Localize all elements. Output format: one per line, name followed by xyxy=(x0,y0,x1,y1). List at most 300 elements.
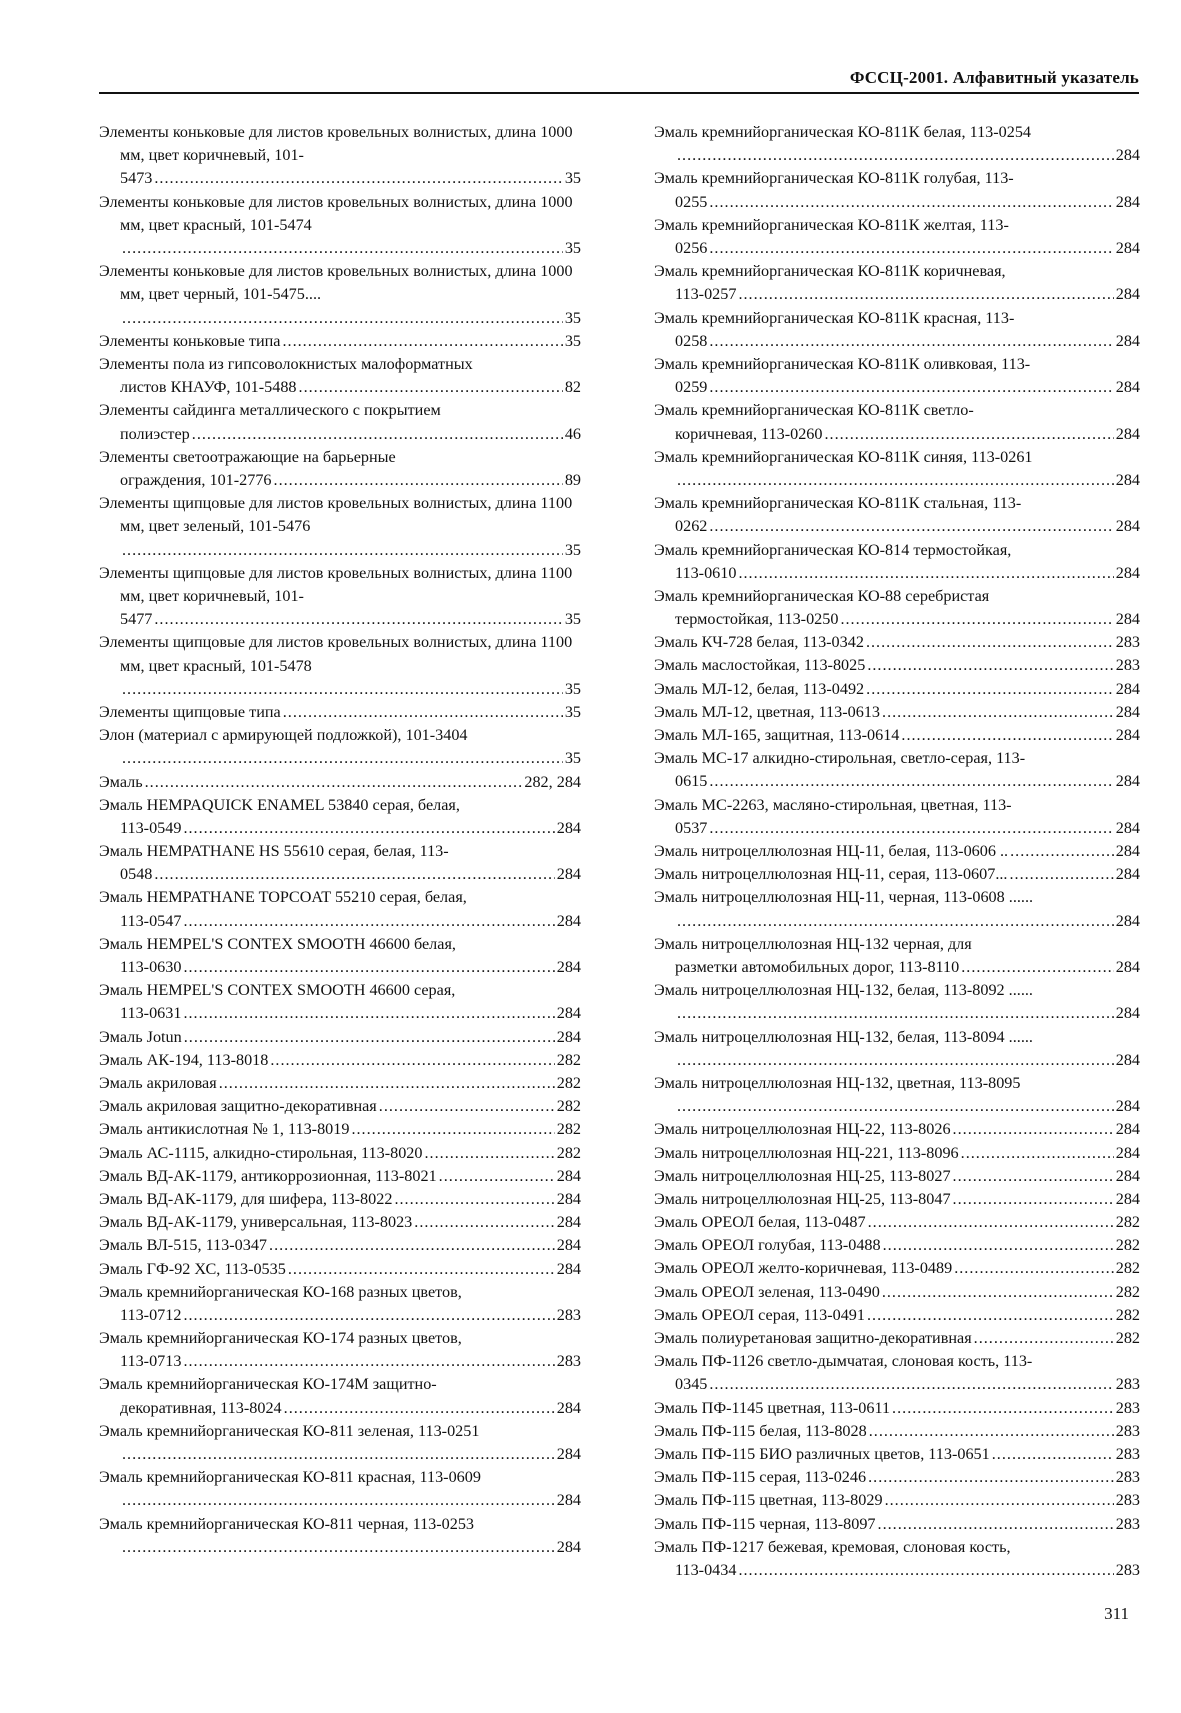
index-entry-ref-line xyxy=(654,631,1140,654)
index-entry-ref: 0258 xyxy=(675,331,708,350)
index-entry-text: Эмаль кремнийорганическая КО-811К светло- xyxy=(654,401,974,420)
index-entry-ref: 113-0713 xyxy=(120,1352,182,1371)
leader-dots xyxy=(183,910,554,933)
index-entry-page: 284 xyxy=(1115,517,1140,536)
index-entry-ref-line xyxy=(675,376,1140,399)
index-entry-page: 284 xyxy=(556,818,581,837)
leader-dots xyxy=(677,144,1114,167)
leader-dots xyxy=(122,678,563,701)
index-entry-text: Эмаль кремнийорганическая КО-811 зеленая, 113-0251 xyxy=(99,1421,480,1440)
index-entry-ref: 113-0631 xyxy=(120,1004,182,1023)
leader-dots xyxy=(183,1304,554,1327)
index-entry-page: 282 xyxy=(556,1143,581,1162)
index-entry xyxy=(654,446,1140,492)
index-entry-page: 284 xyxy=(556,1236,581,1255)
index-entry-ref-line xyxy=(654,1327,1140,1350)
index-entry xyxy=(654,585,1140,631)
index-entry xyxy=(99,1165,581,1188)
index-entry xyxy=(654,1443,1140,1466)
index-entry xyxy=(99,1281,581,1327)
index-entry-page: 284 xyxy=(556,911,581,930)
index-entry-text: Эмаль ПФ-1217 бежевая, кремовая, слоновая кость, xyxy=(654,1537,1011,1556)
index-entry-page: 284 xyxy=(556,1259,581,1278)
leader-dots xyxy=(868,1466,1114,1489)
index-entry-page: 284 xyxy=(556,1027,581,1046)
index-entry-ref-line xyxy=(654,1397,1140,1420)
index-entry xyxy=(654,167,1140,213)
index-entry-ref-line xyxy=(654,1443,1140,1466)
leader-dots xyxy=(882,701,1114,724)
leader-dots xyxy=(1010,840,1114,863)
index-entry-ref-line xyxy=(675,1002,1140,1025)
index-entry-ref: Эмаль АК-194, 113-8018 xyxy=(99,1050,269,1069)
index-entry-ref: декоративная, 113-8024 xyxy=(120,1398,282,1417)
index-entry-page: 283 xyxy=(1115,1468,1140,1487)
index-entry-ref-line xyxy=(120,307,581,330)
index-entry xyxy=(654,1118,1140,1141)
index-entry-ref-line xyxy=(120,747,581,770)
index-entry-ref-line xyxy=(675,562,1140,585)
leader-dots xyxy=(184,1026,555,1049)
leader-dots xyxy=(866,631,1114,654)
index-entry xyxy=(99,446,581,492)
leader-dots xyxy=(867,1304,1114,1327)
index-entry-ref-line xyxy=(120,910,581,933)
index-entry-page: 35 xyxy=(564,540,581,559)
index-entry xyxy=(99,1142,581,1165)
index-entry-ref: Эмаль ПФ-115 белая, 113-8028 xyxy=(654,1421,867,1440)
index-entry-text: Эмаль нитроцеллюлозная НЦ-132 черная, для xyxy=(654,934,972,953)
index-entry-ref: Эмаль ПФ-1145 цветная, 113-0611 xyxy=(654,1398,891,1417)
index-entry-text: Эмаль кремнийорганическая КО-168 разных цветов, xyxy=(99,1282,462,1301)
index-entry-page: 284 xyxy=(1115,865,1140,884)
leader-dots xyxy=(299,376,563,399)
index-entry-text: Эмаль кремнийорганическая КО-174 разных цветов, xyxy=(99,1329,462,1348)
index-entry xyxy=(654,1234,1140,1257)
index-entry-text: Эмаль МС-17 алкидно-стирольная, светло-серая, 113- xyxy=(654,749,1026,768)
leader-dots xyxy=(867,654,1113,677)
index-entry-text: Эмаль HEMPAQUICK ENAMEL 53840 серая, белая, xyxy=(99,795,460,814)
leader-dots xyxy=(274,469,563,492)
index-entry-ref: 0537 xyxy=(675,818,708,837)
leader-dots xyxy=(840,608,1113,631)
index-entry-ref: Эмаль нитроцеллюлозная НЦ-22, 113-8026 xyxy=(654,1120,951,1139)
index-entry-page: 35 xyxy=(564,169,581,188)
index-entry-ref: Эмаль АС-1115, алкидно-стирольная, 113-8020 xyxy=(99,1143,423,1162)
index-entry-page: 284 xyxy=(556,1445,581,1464)
page-number: 311 xyxy=(1104,1604,1129,1623)
index-entry-ref: Эмаль ВД-АК-1179, для шифера, 113-8022 xyxy=(99,1189,393,1208)
index-entry-ref-line xyxy=(675,1559,1140,1582)
index-entry-text: Эмаль кремнийорганическая КО-88 серебристая xyxy=(654,586,990,605)
index-entry-ref-line xyxy=(675,237,1140,260)
index-entry-ref: Эмаль антикислотная № 1, 113-8019 xyxy=(99,1120,350,1139)
index-entry-page: 283 xyxy=(1115,1375,1140,1394)
leader-dots xyxy=(878,1513,1114,1536)
index-entry-page: 283 xyxy=(556,1305,581,1324)
index-entry-ref: 113-0712 xyxy=(120,1305,182,1324)
index-entry-page: 284 xyxy=(556,1189,581,1208)
index-entry-ref: Эмаль ВЛ-515, 113-0347 xyxy=(99,1236,268,1255)
index-entry-ref-line xyxy=(654,863,1140,886)
index-entry xyxy=(654,1304,1140,1327)
index-entry-ref-line xyxy=(675,956,1140,979)
index-entry xyxy=(654,933,1140,979)
index-entry-ref-line xyxy=(120,539,581,562)
index-entry-text: Элон (материал с армирующей подложкой), 101-3404 xyxy=(99,726,468,745)
index-entry-ref-line xyxy=(654,678,1140,701)
leader-dots xyxy=(709,515,1113,538)
index-entry-ref: 113-0547 xyxy=(120,911,182,930)
leader-dots xyxy=(677,910,1114,933)
leader-dots xyxy=(183,817,554,840)
index-entry-ref: Эмаль МЛ-165, защитная, 113-0614 xyxy=(654,726,900,745)
leader-dots xyxy=(351,1118,554,1141)
index-entry xyxy=(654,724,1140,747)
index-entry-ref: Эмаль акриловая защитно-декоративная xyxy=(99,1097,377,1116)
index-entry-page: 283 xyxy=(1115,1514,1140,1533)
index-entry-text: Эмаль HEMPATHANE HS 55610 серая, белая, 113- xyxy=(99,842,449,861)
index-entry-ref-line xyxy=(675,817,1140,840)
index-entry-page: 35 xyxy=(564,702,581,721)
index-entry-text: Эмаль кремнийорганическая КО-811К оливковая, 113- xyxy=(654,354,1031,373)
index-entry xyxy=(99,1420,581,1466)
leader-dots xyxy=(283,701,563,724)
index-column-right xyxy=(654,121,1140,1582)
index-entry-ref: Эмаль ВД-АК-1179, универсальная, 113-8023 xyxy=(99,1213,413,1232)
index-entry-ref: Эмаль КЧ-728 белая, 113-0342 xyxy=(654,633,864,652)
index-entry-page: 284 xyxy=(1115,726,1140,745)
leader-dots xyxy=(122,539,563,562)
index-entry-text: Эмаль кремнийорганическая КО-811К стальная, 113- xyxy=(654,494,1022,513)
index-entry-ref-line xyxy=(675,330,1140,353)
index-entry-text: Эмаль кремнийорганическая КО-811К коричневая, xyxy=(654,262,1006,281)
index-entry xyxy=(654,1257,1140,1280)
leader-dots xyxy=(183,1002,554,1025)
index-entry-page: 284 xyxy=(1115,772,1140,791)
index-entry-ref: Эмаль ГФ-92 ХС, 113-0535 xyxy=(99,1259,286,1278)
index-entry-page: 284 xyxy=(556,1398,581,1417)
index-entry xyxy=(654,979,1140,1025)
leader-dots xyxy=(709,191,1113,214)
index-entry-ref-line xyxy=(654,1142,1140,1165)
leader-dots xyxy=(677,1049,1114,1072)
index-entry-ref: Эмаль xyxy=(99,772,143,791)
leader-dots xyxy=(122,1443,555,1466)
index-entry-ref: Эмаль маслостойкая, 113-8025 xyxy=(654,656,866,675)
index-entry-page: 282 xyxy=(1115,1282,1140,1301)
index-entry-ref: листов КНАУФ, 101-5488 xyxy=(120,378,297,397)
index-entry xyxy=(99,979,581,1025)
index-entry xyxy=(654,1397,1140,1420)
index-entry xyxy=(99,724,581,770)
index-entry xyxy=(99,121,581,191)
index-entry-ref-line xyxy=(120,469,581,492)
index-entry-ref-line xyxy=(120,237,581,260)
index-entry-text: Эмаль кремнийорганическая КО-811К желтая, 113- xyxy=(654,215,1009,234)
index-entry-ref-line xyxy=(99,1234,581,1257)
index-entry-ref-line xyxy=(654,1489,1140,1512)
index-entry-page: 284 xyxy=(556,1213,581,1232)
index-entry-page: 284 xyxy=(556,1537,581,1556)
index-entry-page: 284 xyxy=(556,1491,581,1510)
index-entry-ref-line xyxy=(99,1188,581,1211)
index-entry xyxy=(654,1327,1140,1350)
index-entry xyxy=(99,631,581,701)
index-entry-page: 282, 284 xyxy=(524,772,581,791)
index-entry xyxy=(99,701,581,724)
index-entry-page: 284 xyxy=(1115,238,1140,257)
index-entry-page: 284 xyxy=(556,1166,581,1185)
leader-dots xyxy=(709,237,1113,260)
index-entry-ref: Эмаль полиуретановая защитно-декоративная xyxy=(654,1329,972,1348)
index-entry xyxy=(654,794,1140,840)
index-entry-ref-line xyxy=(675,423,1140,446)
index-entry-text: Элементы светоотражающие на барьерные xyxy=(99,447,396,466)
leader-dots xyxy=(709,376,1113,399)
index-entry-ref: Эмаль ВД-АК-1179, антикоррозионная, 113-8021 xyxy=(99,1166,437,1185)
index-entry xyxy=(654,353,1140,399)
index-entry-page: 282 xyxy=(556,1097,581,1116)
index-entry-page: 284 xyxy=(1115,378,1140,397)
index-entry xyxy=(654,631,1140,654)
index-entry-ref-line xyxy=(654,1304,1140,1327)
index-entry-page: 284 xyxy=(1115,563,1140,582)
leader-dots xyxy=(892,1397,1114,1420)
leader-dots xyxy=(425,1142,555,1165)
index-entry-ref: 5477 xyxy=(120,610,153,629)
leader-dots xyxy=(953,1188,1114,1211)
index-entry-ref-line xyxy=(99,1072,581,1095)
index-entry-ref: Эмаль ПФ-115 черная, 113-8097 xyxy=(654,1514,876,1533)
index-entry-ref-line xyxy=(120,1443,581,1466)
index-entry xyxy=(654,1211,1140,1234)
index-entry xyxy=(654,214,1140,260)
index-entry-ref-line xyxy=(120,817,581,840)
index-entry-page: 284 xyxy=(1115,702,1140,721)
index-entry xyxy=(99,1211,581,1234)
leader-dots xyxy=(883,1234,1114,1257)
leader-dots xyxy=(154,167,562,190)
index-entry-ref: Элементы щипцовые типа xyxy=(99,702,281,721)
index-entry-text: Эмаль нитроцеллюлозная НЦ-132, цветная, 113-8095 xyxy=(654,1073,1021,1092)
index-entry-page: 284 xyxy=(1115,911,1140,930)
leader-dots xyxy=(869,1420,1114,1443)
index-entry-page: 35 xyxy=(564,308,581,327)
index-entry-ref: Эмаль ПФ-115 серая, 113-0246 xyxy=(654,1468,867,1487)
leader-dots xyxy=(270,1049,554,1072)
index-entry-page: 35 xyxy=(564,610,581,629)
index-entry-ref: Эмаль ПФ-115 цветная, 113-8029 xyxy=(654,1491,883,1510)
index-entry xyxy=(99,771,581,794)
index-entry xyxy=(99,1095,581,1118)
index-entry-text: Эмаль кремнийорганическая КО-811К голубая, 113- xyxy=(654,169,1014,188)
index-entry-page: 284 xyxy=(1115,1097,1140,1116)
leader-dots xyxy=(154,863,554,886)
index-entry-ref-line xyxy=(120,1304,581,1327)
index-entry-ref: 113-0549 xyxy=(120,818,182,837)
index-entry-page: 284 xyxy=(1115,1166,1140,1185)
index-entry-text: Эмаль нитроцеллюлозная НЦ-132, белая, 113-8092 ...... xyxy=(654,981,1033,1000)
index-entry-page: 284 xyxy=(1115,957,1140,976)
index-entry-page: 35 xyxy=(564,749,581,768)
index-entry-page: 284 xyxy=(1115,146,1140,165)
index-entry-page: 282 xyxy=(556,1050,581,1069)
leader-dots xyxy=(824,423,1113,446)
index-entry-page: 283 xyxy=(1115,1491,1140,1510)
index-entry xyxy=(99,191,581,261)
index-entry xyxy=(654,840,1140,863)
index-entry-text: Эмаль HEMPEL'S CONTEX SMOOTH 46600 серая, xyxy=(99,981,456,1000)
leader-dots xyxy=(122,747,563,770)
index-entry-page: 284 xyxy=(1115,818,1140,837)
index-entry-text: Эмаль нитроцеллюлозная НЦ-11, черная, 113-0608 ...... xyxy=(654,888,1034,907)
index-entry-page: 82 xyxy=(564,378,581,397)
index-entry-ref-line xyxy=(654,701,1140,724)
index-entry-text: Эмаль HEMPATHANE TOPCOAT 55210 серая, белая, xyxy=(99,888,467,907)
index-entry xyxy=(654,747,1140,793)
index-entry-ref-line xyxy=(99,330,581,353)
index-entry xyxy=(654,1188,1140,1211)
index-entry-page: 284 xyxy=(1115,610,1140,629)
index-entry-ref-line xyxy=(120,863,581,886)
index-entry xyxy=(99,1466,581,1512)
index-entry-ref: 0256 xyxy=(675,238,708,257)
index-entry xyxy=(99,399,581,445)
index-entry xyxy=(99,1513,581,1559)
index-entry-ref-line xyxy=(99,1211,581,1234)
index-entry-page: 283 xyxy=(1115,633,1140,652)
index-entry-ref-line xyxy=(120,376,581,399)
index-entry-ref-line xyxy=(654,840,1140,863)
index-entry-ref: Эмаль МЛ-12, цветная, 113-0613 xyxy=(654,702,881,721)
index-entry-ref-line xyxy=(654,1281,1140,1304)
index-entry-text: Эмаль ПФ-1126 светло-дымчатая, слоновая кость, 113- xyxy=(654,1352,1033,1371)
index-entry-ref-line xyxy=(654,1257,1140,1280)
index-entry-page: 284 xyxy=(1115,1120,1140,1139)
index-entry-ref: Эмаль нитроцеллюлозная НЦ-221, 113-8096 xyxy=(654,1143,959,1162)
index-entry-ref-line xyxy=(120,167,581,190)
leader-dots xyxy=(709,330,1113,353)
index-entry xyxy=(99,260,581,330)
index-entry-text: Элементы щипцовые для листов кровельных волнистых, длина 1100 мм, цвет красный, 101-5478 xyxy=(99,633,573,675)
index-entry-ref-line xyxy=(120,1002,581,1025)
index-entry-ref-line xyxy=(675,283,1140,306)
index-entry-page: 284 xyxy=(1115,1189,1140,1208)
index-entry-page: 46 xyxy=(564,424,581,443)
leader-dots xyxy=(288,1258,555,1281)
index-entry-ref-line xyxy=(99,1142,581,1165)
index-entry xyxy=(99,1188,581,1211)
index-entry-ref: 113-0630 xyxy=(120,958,182,977)
leader-dots xyxy=(709,770,1113,793)
leader-dots xyxy=(961,1142,1114,1165)
index-entry-text: Эмаль HEMPEL'S CONTEX SMOOTH 46600 белая, xyxy=(99,934,456,953)
index-entry-ref-line xyxy=(654,1466,1140,1489)
index-entry-page: 283 xyxy=(1115,1398,1140,1417)
index-entry-page: 284 xyxy=(1115,192,1140,211)
index-entry-ref-line xyxy=(99,1049,581,1072)
index-entry-ref: Эмаль ОРЕОЛ желто-коричневая, 113-0489 xyxy=(654,1259,953,1278)
index-entry xyxy=(654,1026,1140,1072)
index-entry xyxy=(99,353,581,399)
leader-dots xyxy=(145,771,523,794)
leader-dots xyxy=(885,1489,1114,1512)
index-entry xyxy=(654,863,1140,886)
index-entry-text: Эмаль кремнийорганическая КО-811 красная, 113-0609 xyxy=(99,1468,481,1487)
index-entry xyxy=(99,1234,581,1257)
leader-dots xyxy=(953,1165,1114,1188)
index-entry xyxy=(99,1327,581,1373)
index-entry-page: 282 xyxy=(556,1074,581,1093)
index-entry xyxy=(654,886,1140,932)
index-entry-ref: Эмаль ОРЕОЛ голубая, 113-0488 xyxy=(654,1236,881,1255)
leader-dots xyxy=(709,817,1113,840)
index-entry-ref-line xyxy=(654,1234,1140,1257)
index-entry-page: 283 xyxy=(1115,1421,1140,1440)
index-entry-ref-line xyxy=(654,724,1140,747)
index-entry-ref-line xyxy=(675,144,1140,167)
index-entry-ref: 0548 xyxy=(120,865,153,884)
index-entry-ref: Эмаль нитроцеллюлозная НЦ-11, серая, 113-0607... xyxy=(654,865,1008,884)
index-entry-text: Эмаль кремнийорганическая КО-811 черная, 113-0253 xyxy=(99,1514,475,1533)
index-entry-text: Элементы коньковые для листов кровельных волнистых, длина 1000 мм, цвет черный, 101-5475.... xyxy=(99,262,573,304)
leader-dots xyxy=(738,283,1113,306)
index-entry-ref: 0255 xyxy=(675,192,708,211)
index-entry-page: 284 xyxy=(1115,285,1140,304)
index-entry-page: 284 xyxy=(1115,1050,1140,1069)
leader-dots xyxy=(868,1211,1114,1234)
leader-dots xyxy=(284,1397,555,1420)
index-entry-text: Элементы щипцовые для листов кровельных волнистых, длина 1100 мм, цвет зеленый, 101-5476 xyxy=(99,494,573,536)
index-entry-page: 35 xyxy=(564,679,581,698)
leader-dots xyxy=(901,724,1113,747)
index-entry-page: 35 xyxy=(564,331,581,350)
index-entry-page: 284 xyxy=(1115,424,1140,443)
leader-dots xyxy=(677,1002,1114,1025)
leader-dots xyxy=(394,1188,554,1211)
index-entry-page: 284 xyxy=(1115,470,1140,489)
index-entry-page: 89 xyxy=(564,470,581,489)
index-entry xyxy=(99,1072,581,1095)
index-entry xyxy=(654,260,1140,306)
index-entry-page: 35 xyxy=(564,239,581,257)
index-entry xyxy=(99,492,581,562)
index-entry-page: 284 xyxy=(556,958,581,977)
index-entry-ref-line xyxy=(120,1350,581,1373)
leader-dots xyxy=(122,307,563,330)
index-entry xyxy=(654,539,1140,585)
index-entry xyxy=(654,399,1140,445)
index-entry-ref-line xyxy=(675,1049,1140,1072)
leader-dots xyxy=(677,1095,1114,1118)
index-entry-ref-line xyxy=(654,1420,1140,1443)
index-entry xyxy=(654,1536,1140,1582)
index-entry xyxy=(654,701,1140,724)
index-entry-text: Эмаль кремнийорганическая КО-811К белая, 113-0254 xyxy=(654,123,1032,141)
index-entry-ref: 113-0434 xyxy=(675,1560,737,1579)
index-entry-ref-line xyxy=(99,1026,581,1049)
index-entry-ref-line xyxy=(99,1118,581,1141)
index-entry-ref-line xyxy=(675,608,1140,631)
leader-dots xyxy=(122,1489,555,1512)
index-entry-text: Эмаль кремнийорганическая КО-811К красная, 113- xyxy=(654,308,1015,327)
index-entry-ref-line xyxy=(654,1188,1140,1211)
index-entry xyxy=(99,933,581,979)
index-entry-ref-line xyxy=(654,1513,1140,1536)
index-entry-page: 282 xyxy=(1115,1236,1140,1255)
leader-dots xyxy=(122,237,563,260)
